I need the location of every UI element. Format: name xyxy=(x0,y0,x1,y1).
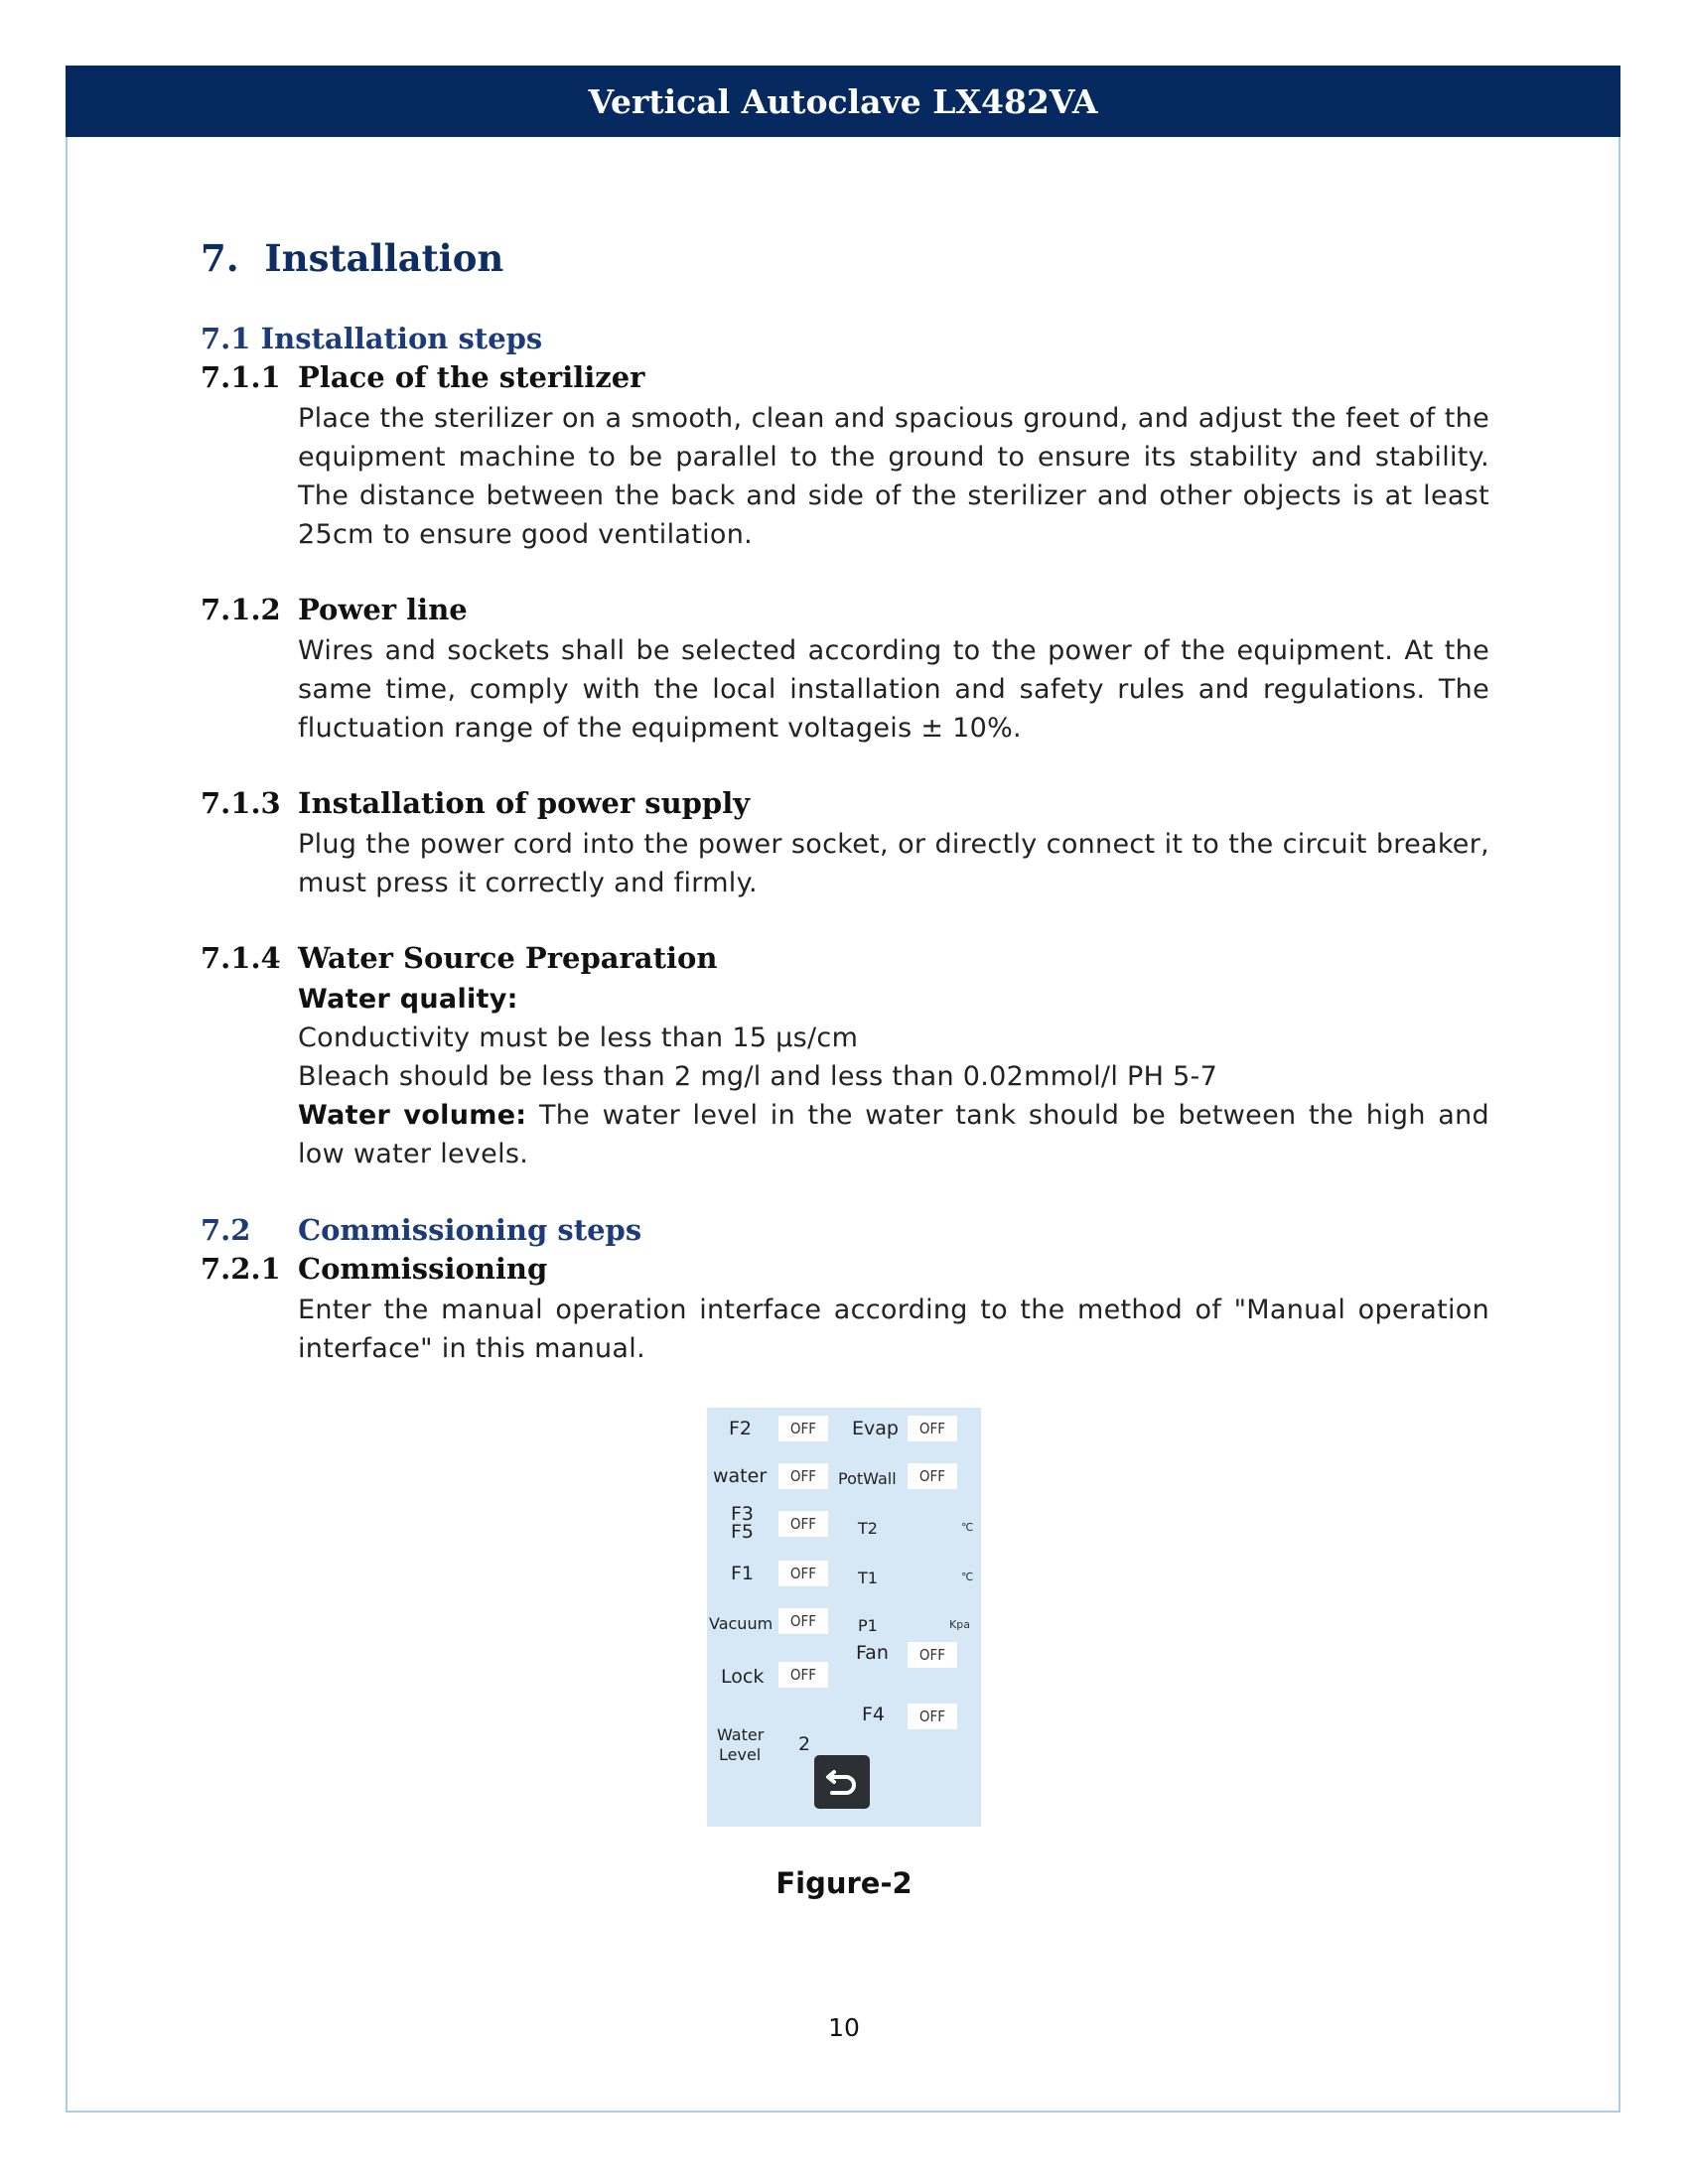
water-volume-label: Water volume: xyxy=(298,1100,527,1131)
water-level-label-line1: Water xyxy=(717,1725,765,1744)
p1-label: P1 xyxy=(858,1616,878,1635)
item-7-1-3-text: Plug the power cord into the power socket, or directly connect it to the circuit breaker, must press it correctly and firmly. xyxy=(298,829,1489,898)
f5-label: F5 xyxy=(731,1521,755,1543)
vacuum-switch[interactable]: OFF xyxy=(778,1608,828,1634)
item-7-2-1-text: Enter the manual operation interface according to the method of "Manual operation interface" in this manual. xyxy=(298,1295,1489,1364)
t2-unit: ℃ xyxy=(961,1521,974,1534)
t1-label: T1 xyxy=(858,1569,878,1587)
document-header xyxy=(66,66,1620,137)
item-7-1-4-heading: 7.1.4 Water Source Preparation xyxy=(201,941,718,975)
f3-f5-switch[interactable]: OFF xyxy=(778,1511,828,1537)
potwall-label: PotWall xyxy=(838,1469,897,1488)
item-7-1-2-heading: 7.1.2 Power line xyxy=(201,593,468,626)
item-7-1-2-text: Wires and sockets shall be selected according to the power of the equipment. At the same time, comply with the local installation and safety rules and regulations. The fluctuation range of the equipment voltageis ± 10%. xyxy=(298,635,1489,744)
manual-operation-panel xyxy=(707,1408,981,1827)
f1-label: F1 xyxy=(731,1563,755,1584)
page-number: 10 xyxy=(828,2013,860,2042)
section-heading: 7. Installation xyxy=(201,236,504,280)
water-switch[interactable]: OFF xyxy=(778,1463,828,1489)
water-volume-text: The water level in the water tank should be between the high and low water levels. xyxy=(298,1100,1489,1169)
bleach-line: Bleach should be less than 2 mg/l and less than 0.02mmol/l PH 5-7 xyxy=(298,1061,1218,1092)
item-7-2-1-heading: 7.2.1 Commissioning xyxy=(201,1252,548,1286)
fan-switch[interactable]: OFF xyxy=(908,1642,957,1668)
evap-switch[interactable]: OFF xyxy=(908,1416,957,1441)
t1-unit: ℃ xyxy=(961,1570,974,1583)
item-7-1-3-heading: 7.1.3 Installation of power supply xyxy=(201,786,751,820)
header-title: Vertical Autoclave LX482VA xyxy=(588,81,1098,121)
evap-label: Evap xyxy=(852,1418,899,1439)
water-level-label-line2: Level xyxy=(719,1745,762,1764)
p1-unit: Kpa xyxy=(949,1618,970,1631)
f4-switch[interactable]: OFF xyxy=(908,1704,957,1729)
vacuum-label: Vacuum xyxy=(709,1614,774,1633)
f2-label: F2 xyxy=(729,1418,753,1439)
subsection-7-1-heading: 7.1 Installation steps xyxy=(201,322,543,355)
conductivity-line: Conductivity must be less than 15 µs/cm xyxy=(298,1023,859,1053)
potwall-switch[interactable]: OFF xyxy=(908,1463,957,1489)
item-7-1-1-heading: 7.1.1 Place of the sterilizer xyxy=(201,360,645,394)
lock-label: Lock xyxy=(721,1666,765,1688)
f1-switch[interactable]: OFF xyxy=(778,1561,828,1586)
fan-label: Fan xyxy=(856,1642,889,1664)
back-button[interactable] xyxy=(814,1755,870,1809)
f2-switch[interactable]: OFF xyxy=(778,1416,828,1441)
figure-caption: Figure-2 xyxy=(775,1866,913,1900)
t2-label: T2 xyxy=(858,1519,878,1538)
water-level-value: 2 xyxy=(798,1733,811,1755)
f4-label: F4 xyxy=(862,1704,886,1725)
lock-switch[interactable]: OFF xyxy=(778,1662,828,1688)
item-7-1-1-text: Place the sterilizer on a smooth, clean and spacious ground, and adjust the feet of the equipment machine to be parallel to the ground to ensure its stability and stability. The distance between the back and side of the sterilizer and other objects is at least 25cm to ensure good ventilation. xyxy=(298,403,1489,550)
f3-label: F3 xyxy=(731,1503,755,1525)
water-quality-label: Water quality: xyxy=(298,984,518,1015)
return-arrow-icon xyxy=(824,1766,860,1798)
item-7-1-4-text xyxy=(298,980,1489,1173)
subsection-7-2-heading: 7.2 Commissioning steps xyxy=(201,1213,642,1247)
water-label: water xyxy=(713,1465,768,1487)
